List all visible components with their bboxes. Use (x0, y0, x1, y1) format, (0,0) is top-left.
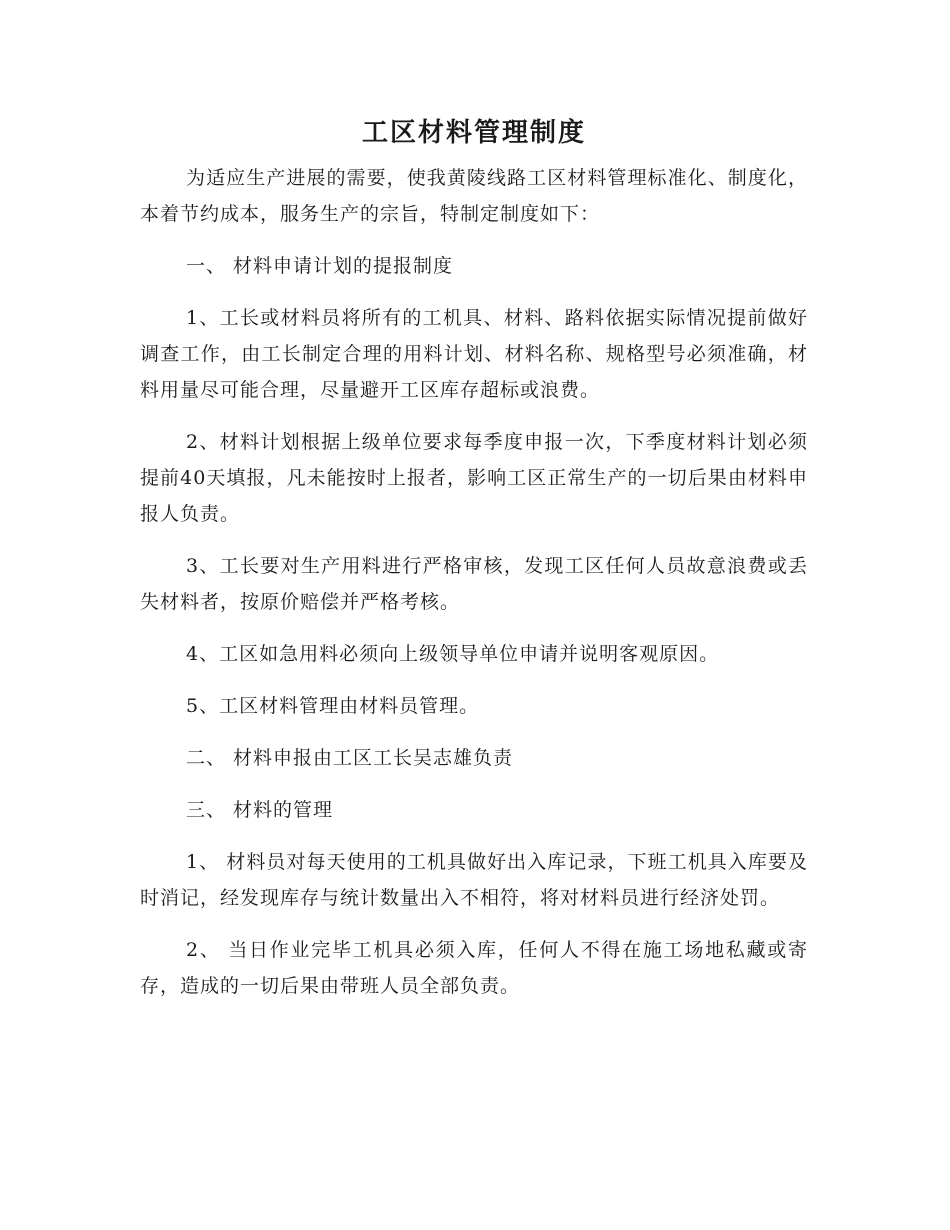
section-1-item-5: 5、工区材料管理由材料员管理。 (186, 695, 480, 717)
document-page (140, 110, 808, 1020)
section-1-item-1: 1、工长或材料员将所有的工机具、材料、路料依据实际情况提前做好调查工作，由工长制定合理的用料计划、材料名称、规格型号必须准确，材料用量尽可能合理，尽量避开工区库存超标或浪费。 (140, 307, 808, 401)
intro-paragraph: 为适应生产进展的需要，使我黄陵线路工区材料管理标准化、制度化，本着节约成本，服务生产的宗旨，特制定制度如下： (140, 167, 808, 225)
section-heading-1: 一、 材料申请计划的提报制度 (186, 255, 454, 277)
section-1-item-3: 3、工长要对生产用料进行严格审核，发现工区任何人员故意浪费或丢失材料者，按原价赔偿并严格考核。 (140, 555, 808, 613)
document-title: 工区材料管理制度 (361, 118, 586, 148)
section-1-item-4: 4、工区如急用料必须向上级领导单位申请并说明客观原因。 (186, 643, 720, 665)
section-3-item-1: 1、 材料员对每天使用的工机具做好出入库记录，下班工机具入库要及时消记，经发现库存与统计数量出入不相符，将对材料员进行经济处罚。 (140, 851, 808, 909)
section-heading-2: 二、 材料申报由工区工长吴志雄负责 (186, 747, 514, 769)
section-heading-3: 三、 材料的管理 (186, 799, 334, 821)
section-1-item-2: 2、材料计划根据上级单位要求每季度申报一次，下季度材料计划必须提前40天填报，凡未能按时上报者，影响工区正常生产的一切后果由材料申报人负责。 (140, 431, 808, 525)
section-3-item-2: 2、 当日作业完毕工机具必须入库，任何人不得在施工场地私藏或寄存，造成的一切后果由带班人员全部负责。 (140, 939, 808, 997)
